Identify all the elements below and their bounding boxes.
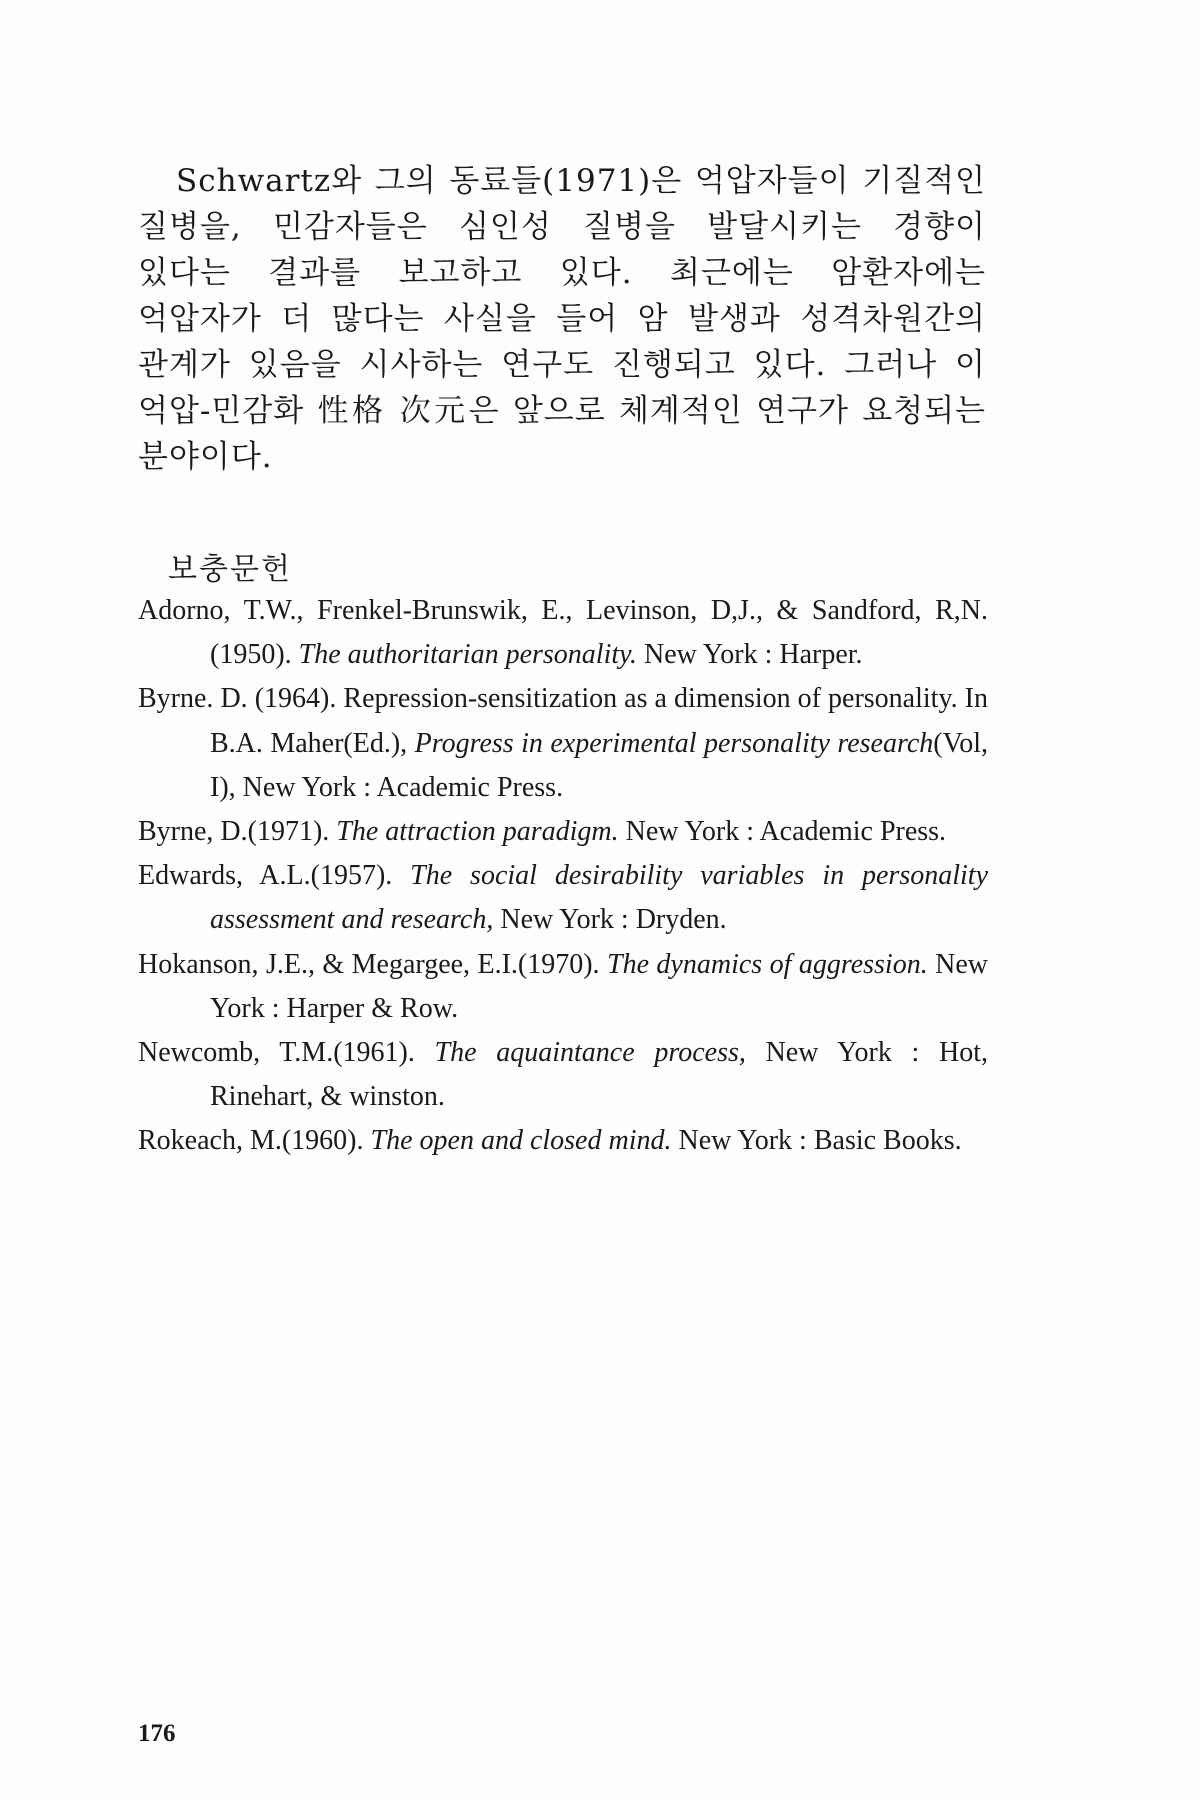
- reference-authors: Newcomb, T.M.(1961).: [138, 1037, 435, 1069]
- reference-publisher: New York : Harper.: [637, 639, 863, 671]
- references-heading: 보충문헌: [168, 552, 292, 587]
- reference-title: Progress in experimental personality research: [414, 727, 934, 759]
- reference-list: [138, 589, 988, 1164]
- reference-item: [138, 1119, 988, 1163]
- reference-title: The open and closed mind.: [370, 1125, 672, 1157]
- reference-item: [138, 854, 988, 942]
- reference-publisher: New York : Harper & Row.: [210, 948, 989, 1024]
- reference-publisher: New York : Basic Books.: [671, 1125, 962, 1157]
- reference-title: The social desirability variables in personality assessment and research,: [210, 860, 988, 936]
- reference-item: [138, 677, 988, 810]
- reference-item: [138, 943, 988, 1031]
- reference-publisher: New York : Dryden.: [493, 904, 727, 936]
- reference-authors: Byrne, D.(1971).: [138, 816, 337, 848]
- reference-authors: Hokanson, J.E., & Megargee, E.I.(1970).: [138, 948, 607, 980]
- reference-authors: Adorno, T.W., Frenkel-Brunswik, E., Levinson, D,J., & Sandford, R,N. (1950).: [138, 595, 988, 671]
- reference-item: [138, 810, 988, 854]
- reference-authors: Rokeach, M.(1960).: [138, 1125, 371, 1157]
- page-number: 176: [138, 1720, 176, 1747]
- reference-item: [138, 1031, 988, 1119]
- reference-title: The authoritarian personality.: [298, 639, 638, 671]
- reference-title: The dynamics of aggression.: [607, 948, 928, 980]
- reference-publisher: New York : Hot, Rinehart, & winston.: [210, 1037, 989, 1113]
- reference-title: The aquaintance process,: [434, 1037, 746, 1069]
- body-paragraph: Schwartz와 그의 동료들(1971)은 억압자들이 기질적인 질병을, 민감자들은 심인성 질병을 발달시키는 경향이 있다는 결과를 보고하고 있다. 최근에는 암환자에는 억압자가 더 많다는 사실을 들어 암 발생과 성격차원간의 관계가 있음을 시사하는 연구도 진행되고 있다. 그러나 이 억압-민감화 性格 次元은 앞으로 체계적인 연구가 요청되는 분야이다.: [138, 163, 986, 475]
- reference-publisher: (Vol, I), New York : Academic Press.: [210, 727, 988, 803]
- reference-title: The attraction paradigm.: [336, 816, 619, 848]
- reference-authors: Byrne. D. (1964). Repression-sensitization as a dimension of personality. In B.A. Maher(Ed.),: [138, 683, 988, 759]
- reference-publisher: New York : Academic Press.: [618, 816, 947, 848]
- reference-authors: Edwards, A.L.(1957).: [138, 860, 411, 892]
- reference-item: [138, 589, 988, 677]
